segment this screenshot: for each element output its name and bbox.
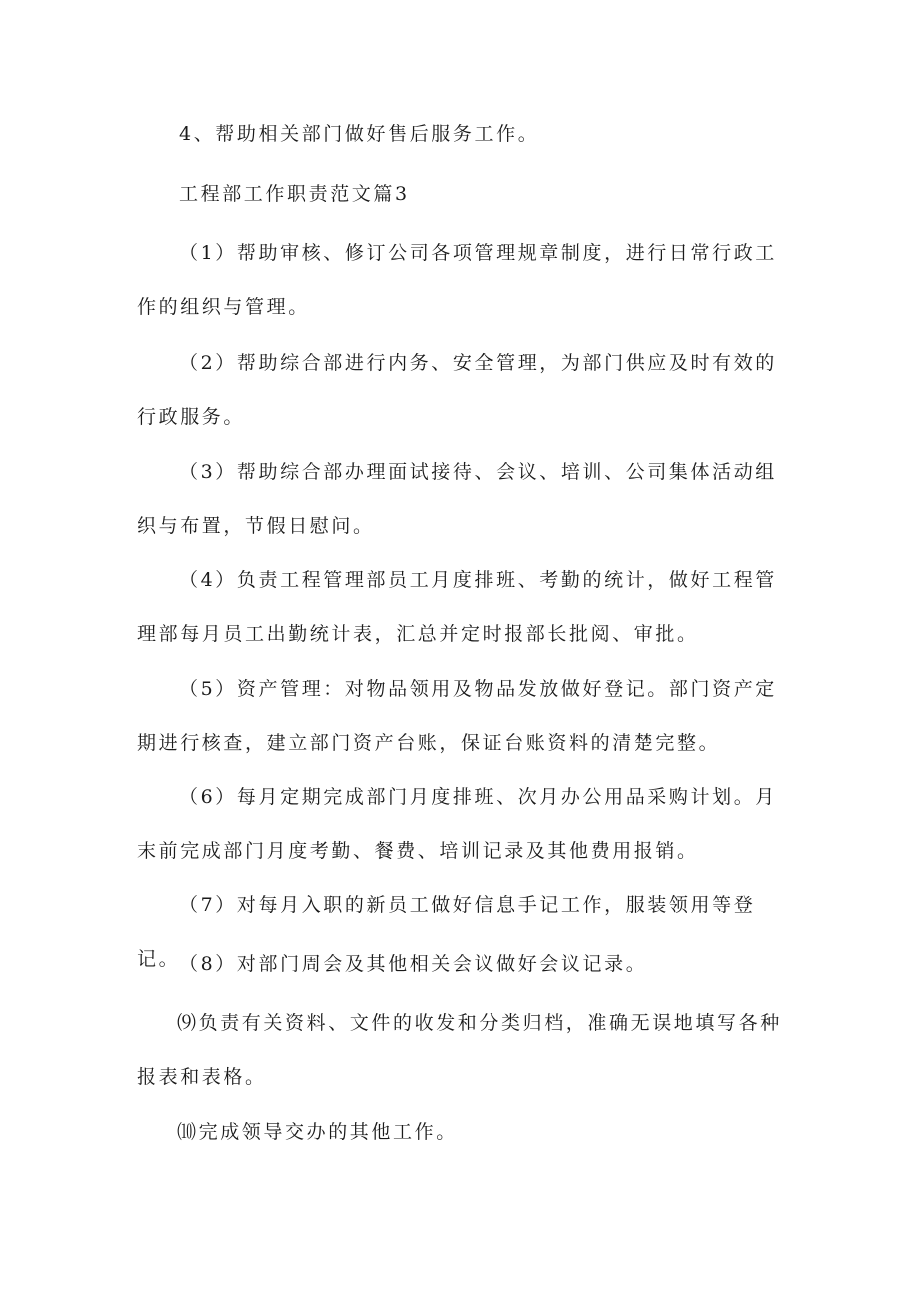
paragraph-duty-9: ⑼负责有关资料、文件的收发和分类归档，准确无误地填写各种报表和表格。 — [137, 1012, 782, 1088]
paragraph-duty-1: （1）帮助审核、修订公司各项管理规章制度，进行日常行政工作的组织与管理。 — [137, 242, 777, 318]
paragraph-duty-7: （7）对每月入职的新员工做好信息手记工作，服装领用等登记。 — [137, 894, 756, 970]
paragraph-item-4: 4、帮助相关部门做好售后服务工作。 — [179, 123, 540, 145]
paragraph-duty-5: （5）资产管理：对物品领用及物品发放做好登记。部门资产定期进行核查，建立部门资产台账，保证台账资料的清楚完整。 — [137, 678, 777, 754]
section-heading: 工程部工作职责范文篇3 — [179, 183, 410, 205]
paragraph-duty-8: （8）对部门周会及其他相关会议做好会议记录。 — [179, 953, 648, 975]
paragraph-duty-4: （4）负责工程管理部员工月度排班、考勤的统计，做好工程管理部每月员工出勤统计表，汇总并定时报部长批阅、审批。 — [137, 569, 777, 645]
paragraph-duty-6: （6）每月定期完成部门月度排班、次月办公用品采购计划。月末前完成部门月度考勤、餐费、培训记录及其他费用报销。 — [137, 786, 777, 862]
paragraph-duty-10: ⑽完成领导交办的其他工作。 — [177, 1121, 458, 1143]
paragraph-duty-2: （2）帮助综合部进行内务、安全管理，为部门供应及时有效的行政服务。 — [137, 352, 777, 428]
paragraph-duty-3: （3）帮助综合部办理面试接待、会议、培训、公司集体活动组织与布置，节假日慰问。 — [137, 461, 777, 537]
